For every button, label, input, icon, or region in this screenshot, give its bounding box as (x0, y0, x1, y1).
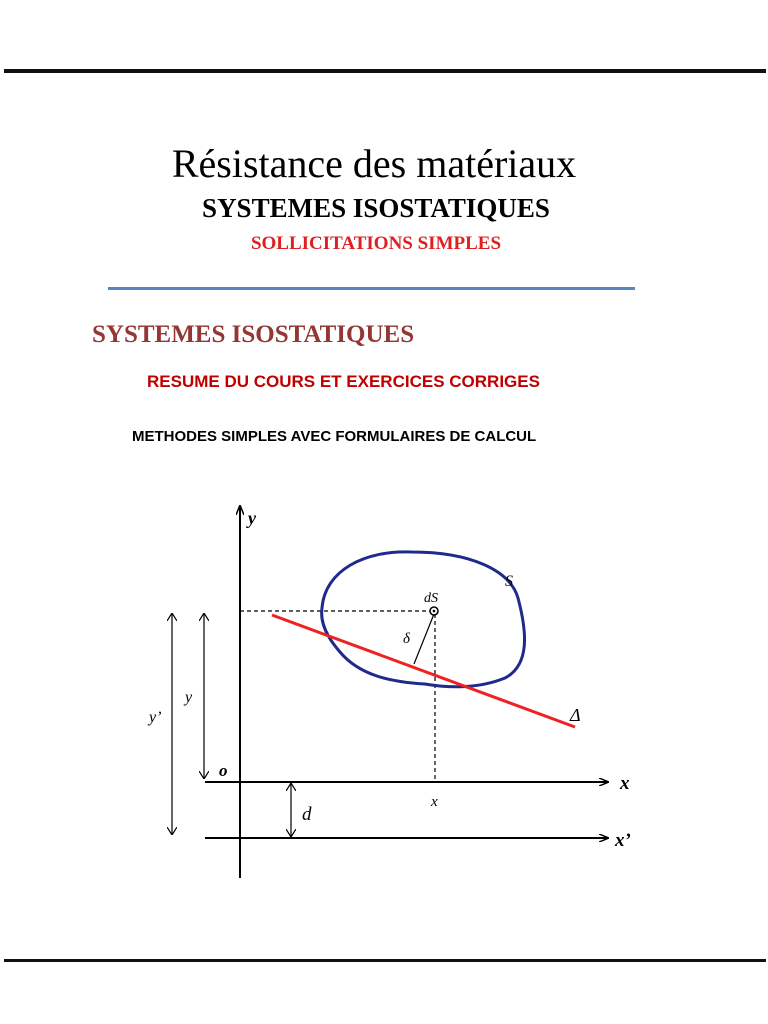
top-rule (4, 69, 766, 73)
surface-outline (322, 552, 525, 687)
origin-label: o (219, 761, 228, 780)
page-subtitle: SYSTEMES ISOSTATIQUES (202, 193, 550, 223)
section-diagram (0, 490, 768, 890)
page-title: Résistance des matériaux (171, 141, 577, 186)
y-axis-label: y (248, 508, 256, 528)
y-dimension-label: y (185, 689, 193, 706)
section-title: SYSTEMES ISOSTATIQUES (92, 321, 415, 348)
delta-distance-label: δ (403, 631, 410, 647)
methodes-heading: METHODES SIMPLES AVEC FORMULAIRES DE CALCUL (132, 428, 537, 445)
surface-label: S (505, 573, 513, 590)
x-prime-axis-label: x’ (615, 830, 631, 851)
x-axis-label: x (620, 773, 630, 794)
delta-distance-segment (414, 614, 434, 664)
delta-line (272, 615, 575, 727)
bottom-rule (4, 959, 766, 962)
y-prime-dimension-label: y’ (149, 709, 162, 726)
resume-heading: RESUME DU COURS ET EXERCICES CORRIGES (147, 372, 540, 391)
x-coordinate-label: x (431, 794, 438, 810)
d-dimension-label: d (302, 804, 312, 825)
area-element-dot (433, 610, 436, 613)
blue-divider (108, 287, 635, 290)
delta-line-label: Δ (570, 705, 581, 725)
page-subsubtitle: SOLLICITATIONS SIMPLES (250, 233, 502, 254)
area-element-label: dS (424, 591, 438, 606)
